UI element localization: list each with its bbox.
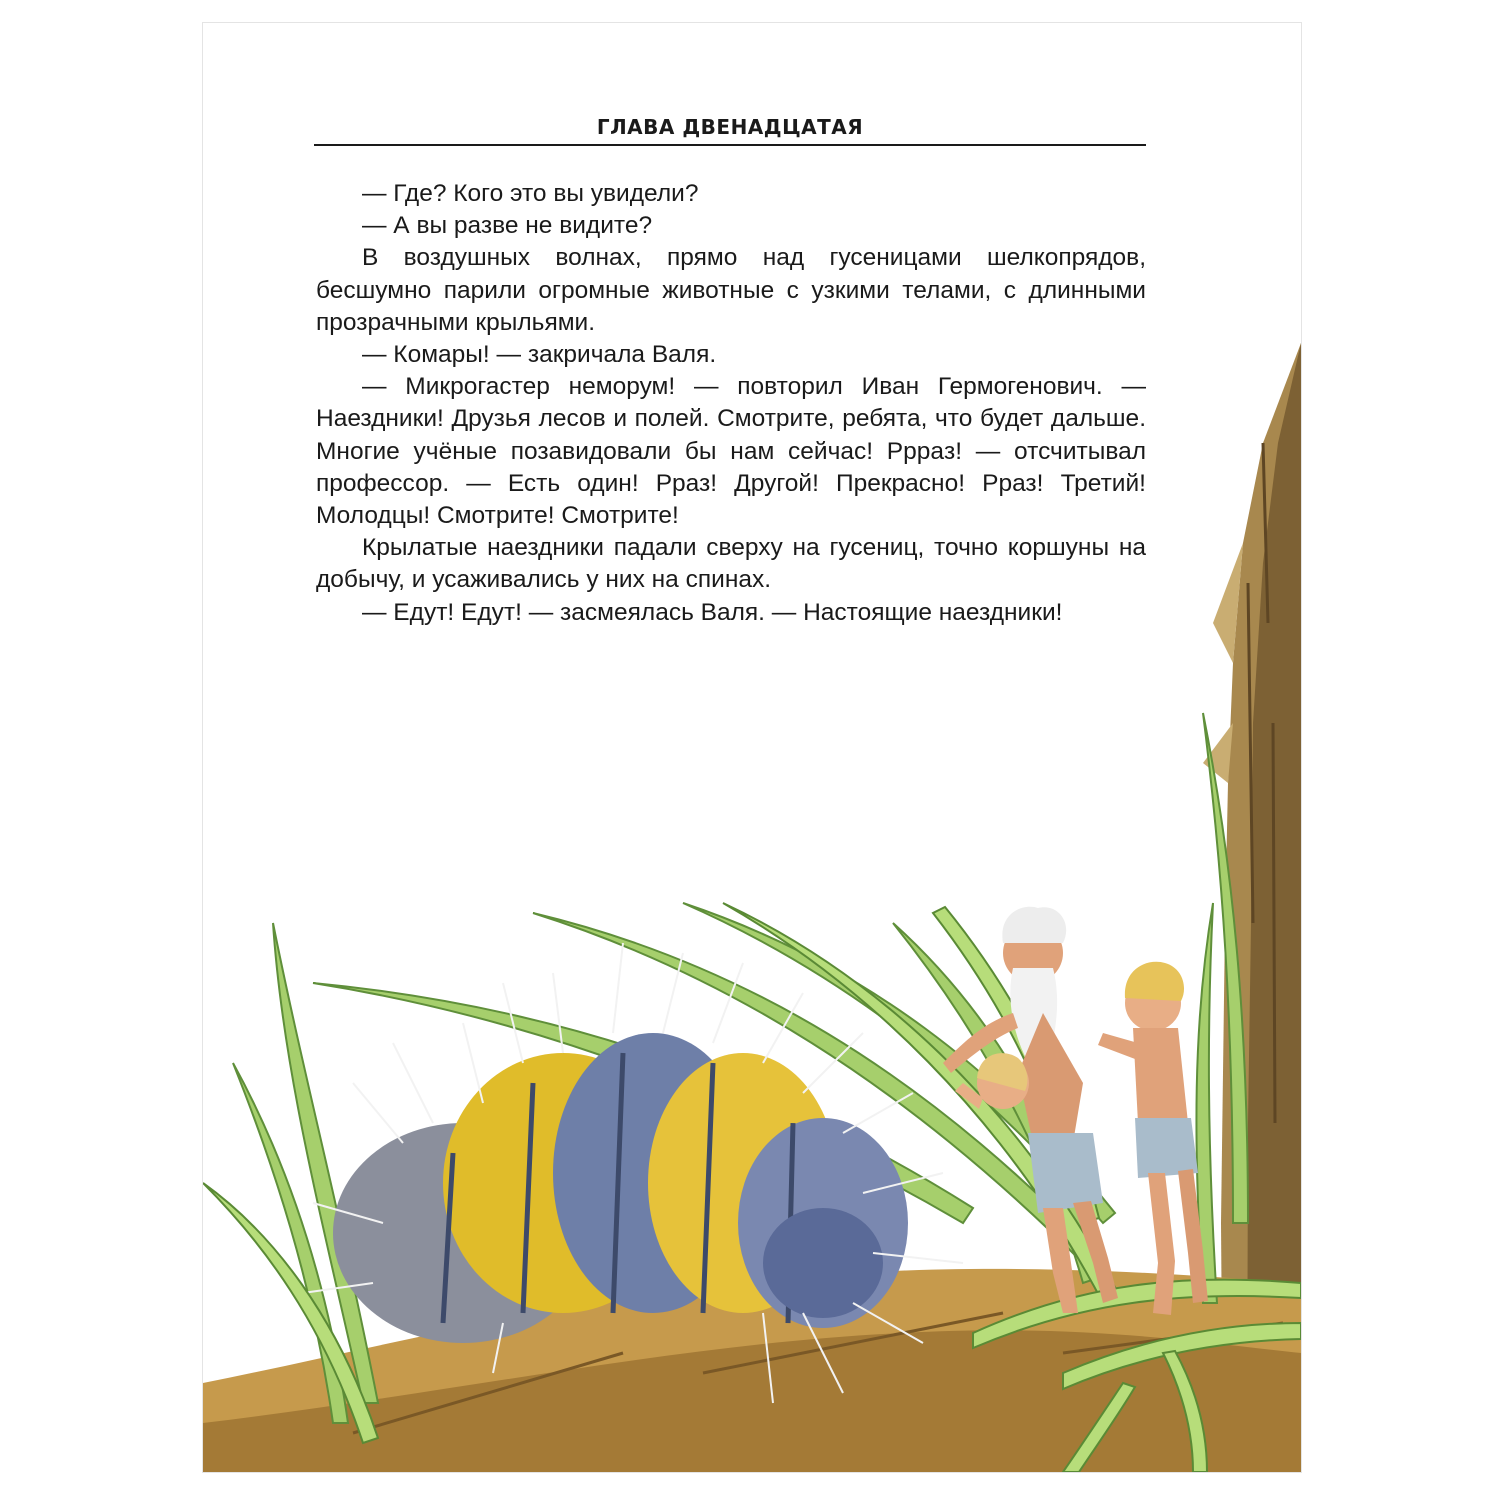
boy-figure bbox=[1098, 962, 1208, 1315]
book-page bbox=[202, 22, 1302, 1473]
paragraph: — Микрогастер неморум! — повторил Иван Гермогенович. — Наездники! Друзья лесов и полей. Смотрите, ребята, что будет дальше. Многие учёные позавидовали бы нам сейчас! Рррaз! — отсчитывал профессор. — Есть один! Рраз! Другой! Прекрасно! Рраз! Третий! Молодцы! Смотрите! Смотрите! bbox=[316, 373, 1146, 530]
paragraph: — Едут! Едут! — засмеялась Валя. — Настоящие наездники! bbox=[362, 598, 1063, 626]
illustration bbox=[203, 333, 1301, 1472]
professor-figure bbox=[943, 907, 1118, 1313]
title-rule bbox=[314, 144, 1146, 146]
paragraph: В воздушных волнах, прямо над гусеницами шелкопрядов, бесшумно парили огромные животные с узкими телами, с длинными прозрачными крыльями. bbox=[316, 244, 1146, 336]
paragraph: — Где? Кого это вы увидели? bbox=[362, 180, 699, 207]
paragraph: Крылатые наездники падали сверху на гусениц, точно коршуны на добычу, и усаживались у них на спинах. bbox=[316, 534, 1146, 594]
paragraph: — А вы разве не видите? bbox=[362, 212, 653, 240]
paragraph: — Комары! — закричала Валя. bbox=[362, 341, 717, 369]
chapter-title: ГЛАВА ДВЕНАДЦАТАЯ bbox=[596, 115, 864, 139]
